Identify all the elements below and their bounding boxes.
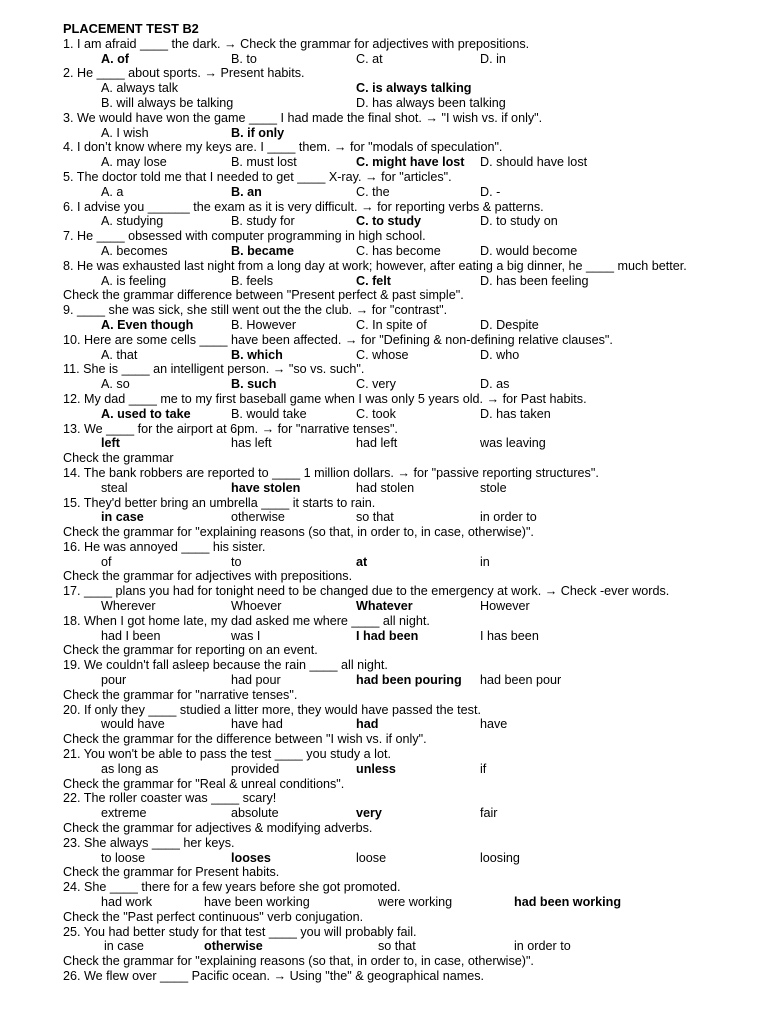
answer-option: loosing bbox=[480, 850, 520, 865]
answer-option: has left bbox=[231, 436, 272, 451]
answer-option: C. very bbox=[356, 377, 396, 392]
answer-option: A. a bbox=[101, 184, 124, 199]
question-line bbox=[0, 569, 768, 584]
question-text: 2. He ____ about sports. → Present habits. bbox=[63, 66, 305, 81]
options-row bbox=[0, 274, 768, 289]
question-text: Check the grammar for adjectives & modifying adverbs. bbox=[63, 821, 373, 836]
question-line bbox=[0, 925, 768, 940]
answer-option: had work bbox=[101, 895, 153, 910]
question-text: 22. The roller coaster was ____ scary! bbox=[63, 791, 277, 806]
question-line bbox=[0, 880, 768, 895]
question-text: 4. I don’t know where my keys are. I ____ them. → for "modals of speculation". bbox=[63, 140, 503, 155]
answer-option: A. studying bbox=[101, 214, 164, 229]
answer-option: C. took bbox=[356, 406, 396, 421]
answer-option: have bbox=[480, 717, 508, 732]
question-text: Check the grammar difference between "Present perfect & past simple". bbox=[63, 288, 464, 303]
answer-option-correct: C. is always talking bbox=[356, 81, 472, 96]
answer-option-correct: had been pouring bbox=[356, 673, 462, 688]
question-line bbox=[0, 791, 768, 806]
answer-option-correct: very bbox=[356, 806, 382, 821]
question-line bbox=[0, 466, 768, 481]
answer-option: C. at bbox=[356, 51, 383, 66]
options-row bbox=[0, 510, 768, 525]
question-line bbox=[0, 584, 768, 599]
question-text: 1. I am afraid ____ the dark. → Check the grammar for adjectives with prepositions. bbox=[63, 36, 530, 51]
question-line bbox=[0, 111, 768, 126]
answer-option: D. has been feeling bbox=[480, 273, 589, 288]
options-row bbox=[0, 555, 768, 570]
answer-option: I has been bbox=[480, 628, 539, 643]
answer-option: otherwise bbox=[231, 510, 285, 525]
answer-option: to bbox=[231, 554, 242, 569]
answer-option-correct: in case bbox=[101, 510, 144, 525]
question-text: 13. We ____ for the airport at 6pm. → for "narrative tenses". bbox=[63, 421, 398, 436]
question-line bbox=[0, 451, 768, 466]
answer-option-correct: at bbox=[356, 554, 368, 569]
question-text: 8. He was exhausted last night from a long day at work; however, after eating a big dinner, he ____ much better. bbox=[63, 258, 687, 273]
answer-option: Whoever bbox=[231, 599, 282, 614]
answer-option: B. However bbox=[231, 317, 297, 332]
answer-option: D. should have lost bbox=[480, 155, 588, 170]
options-row bbox=[0, 717, 768, 732]
options-row bbox=[0, 377, 768, 392]
answer-option: D. Despite bbox=[480, 317, 539, 332]
answer-option-correct: otherwise bbox=[204, 939, 263, 954]
answer-option: A. I wish bbox=[101, 125, 149, 140]
options-row bbox=[0, 436, 768, 451]
options-row bbox=[0, 806, 768, 821]
answer-option: had left bbox=[356, 436, 398, 451]
options-row bbox=[0, 895, 768, 910]
answer-option-correct: B. an bbox=[231, 184, 262, 199]
answer-option: Wherever bbox=[101, 599, 156, 614]
answer-option: loose bbox=[356, 850, 387, 865]
question-text: 26. We flew over ____ Pacific ocean. → Using "the" & geographical names. bbox=[63, 969, 485, 983]
question-text: 5. The doctor told me that I needed to get ____ X-ray. → for "articles". bbox=[63, 169, 452, 184]
question-line bbox=[0, 821, 768, 836]
question-text: Check the grammar for "narrative tenses". bbox=[63, 687, 298, 702]
question-text: 9. ____ she was sick, she still went out the the club. → for "contrast". bbox=[63, 303, 448, 318]
answer-option: However bbox=[480, 599, 530, 614]
answer-option-correct: Whatever bbox=[356, 599, 413, 614]
answer-option-correct: B. which bbox=[231, 347, 283, 362]
answer-option-correct: had bbox=[356, 717, 379, 732]
answer-option: as long as bbox=[101, 761, 159, 776]
answer-option: C. whose bbox=[356, 347, 409, 362]
answer-option: B. must lost bbox=[231, 155, 297, 170]
question-text: Check the grammar bbox=[63, 451, 174, 466]
question-line bbox=[0, 658, 768, 673]
question-text: 11. She is ____ an intelligent person. → "so vs. such". bbox=[63, 362, 365, 377]
answer-option: A. so bbox=[101, 377, 130, 392]
question-text: 23. She always ____ her keys. bbox=[63, 835, 235, 850]
question-line bbox=[0, 643, 768, 658]
answer-option: D. who bbox=[480, 347, 520, 362]
answer-option: D. - bbox=[480, 184, 501, 199]
question-line bbox=[0, 333, 768, 348]
answer-option: in bbox=[480, 554, 490, 569]
question-text: 17. ____ plans you had for tonight need to be changed due to the emergency at work. → Check -ever words. bbox=[63, 584, 670, 599]
answer-option: provided bbox=[231, 761, 280, 776]
answer-option: stole bbox=[480, 480, 507, 495]
answer-option: D. has taken bbox=[480, 406, 551, 421]
answer-option: A. that bbox=[101, 347, 138, 362]
options-row bbox=[0, 629, 768, 644]
answer-option: would have bbox=[101, 717, 165, 732]
question-text: 10. Here are some cells ____ have been affected. → for "Defining & non-defining relative clauses". bbox=[63, 332, 613, 347]
answer-option: B. will always be talking bbox=[101, 95, 234, 110]
answer-option-correct: unless bbox=[356, 761, 396, 776]
answer-option: D. in bbox=[480, 51, 506, 66]
question-text: Check the grammar for "explaining reasons (so that, in order to, in case, otherwise)". bbox=[63, 525, 534, 540]
answer-option-correct: A. Even though bbox=[101, 317, 194, 332]
answer-option-correct: C. to study bbox=[356, 214, 422, 229]
answer-option: in case bbox=[104, 939, 144, 954]
options-row bbox=[0, 244, 768, 259]
answer-option: A. may lose bbox=[101, 155, 167, 170]
answer-option: B. feels bbox=[231, 273, 273, 288]
answer-option: fair bbox=[480, 806, 498, 821]
question-line bbox=[0, 777, 768, 792]
answer-option: A. is feeling bbox=[101, 273, 167, 288]
options-row bbox=[0, 348, 768, 363]
options-row bbox=[0, 407, 768, 422]
answer-option-correct: had been working bbox=[514, 895, 622, 910]
options-row bbox=[0, 96, 768, 111]
answer-option: had stolen bbox=[356, 480, 415, 495]
question-line bbox=[0, 422, 768, 437]
answer-option: were working bbox=[378, 895, 453, 910]
answer-option: so that bbox=[356, 510, 394, 525]
answer-option: A. becomes bbox=[101, 243, 168, 258]
question-line bbox=[0, 170, 768, 185]
answer-option: B. would take bbox=[231, 406, 307, 421]
document-page bbox=[0, 22, 768, 984]
question-text: 25. You had better study for that test ____ you will probably fail. bbox=[63, 924, 417, 939]
answer-option-correct: left bbox=[101, 436, 120, 451]
question-text: Check the grammar for the difference between "I wish vs. if only". bbox=[63, 732, 427, 747]
question-text: 24. She ____ there for a few years before she got promoted. bbox=[63, 880, 401, 895]
options-row bbox=[0, 318, 768, 333]
answer-option: absolute bbox=[231, 806, 279, 821]
options-row bbox=[0, 762, 768, 777]
question-line bbox=[0, 259, 768, 274]
answer-option: had pour bbox=[231, 673, 281, 688]
question-text: Check the grammar for Present habits. bbox=[63, 865, 280, 880]
question-line bbox=[0, 954, 768, 969]
options-row bbox=[0, 481, 768, 496]
question-text: 19. We couldn't fall asleep because the rain ____ all night. bbox=[63, 658, 388, 673]
question-line bbox=[0, 910, 768, 925]
question-line bbox=[0, 969, 768, 984]
options-row bbox=[0, 673, 768, 688]
question-line bbox=[0, 200, 768, 215]
question-line bbox=[0, 747, 768, 762]
answer-option-correct: A. of bbox=[101, 51, 129, 66]
answer-option-correct: B. if only bbox=[231, 125, 285, 140]
answer-option: C. the bbox=[356, 184, 390, 199]
answer-option: B. study for bbox=[231, 214, 295, 229]
options-row bbox=[0, 939, 768, 954]
question-line bbox=[0, 688, 768, 703]
question-text: 18. When I got home late, my dad asked me where ____ all night. bbox=[63, 613, 430, 628]
question-text: 3. We would have won the game ____ I had made the final shot. → "I wish vs. if only". bbox=[63, 110, 543, 125]
question-line bbox=[0, 525, 768, 540]
answer-option-correct: I had been bbox=[356, 628, 419, 643]
answer-option: B. to bbox=[231, 51, 257, 66]
question-line bbox=[0, 496, 768, 511]
answer-option: D. would become bbox=[480, 243, 578, 258]
answer-option: have had bbox=[231, 717, 283, 732]
answer-option: D. as bbox=[480, 377, 510, 392]
options-row bbox=[0, 851, 768, 866]
options-row bbox=[0, 52, 768, 67]
question-line bbox=[0, 703, 768, 718]
answer-option-correct: B. such bbox=[231, 377, 277, 392]
answer-option-correct: have stolen bbox=[231, 480, 301, 495]
answer-option: D. has always been talking bbox=[356, 95, 506, 110]
question-text: 12. My dad ____ me to my first baseball game when I was only 5 years old. → for Past habits. bbox=[63, 391, 587, 406]
answer-option: steal bbox=[101, 480, 128, 495]
answer-option-correct: B. became bbox=[231, 243, 294, 258]
options-row bbox=[0, 155, 768, 170]
answer-option: in order to bbox=[514, 939, 571, 954]
question-line bbox=[0, 140, 768, 155]
answer-option-correct: A. used to take bbox=[101, 406, 191, 421]
options-row bbox=[0, 214, 768, 229]
question-line bbox=[0, 540, 768, 555]
answer-option: A. always talk bbox=[101, 81, 178, 96]
question-text: Check the grammar for "explaining reasons (so that, in order to, in case, otherwise)". bbox=[63, 954, 534, 969]
question-line bbox=[0, 362, 768, 377]
question-line bbox=[0, 66, 768, 81]
question-text: Check the grammar for "Real & unreal conditions". bbox=[63, 776, 345, 791]
options-row bbox=[0, 599, 768, 614]
question-text: 21. You won't be able to pass the test ____ you study a lot. bbox=[63, 747, 391, 762]
title-text: PLACEMENT TEST B2 bbox=[63, 21, 199, 36]
answer-option: to loose bbox=[101, 850, 146, 865]
question-line bbox=[0, 614, 768, 629]
question-line bbox=[0, 732, 768, 747]
answer-option: had I been bbox=[101, 628, 161, 643]
question-line bbox=[0, 229, 768, 244]
question-line bbox=[0, 392, 768, 407]
question-line bbox=[0, 865, 768, 880]
answer-option: was leaving bbox=[480, 436, 546, 451]
answer-option: C. has become bbox=[356, 243, 441, 258]
answer-option: extreme bbox=[101, 806, 147, 821]
question-text: 6. I advise you ______ the exam as it is very difficult. → for reporting verbs & patterns. bbox=[63, 199, 544, 214]
answer-option: if bbox=[480, 761, 487, 776]
answer-option: was I bbox=[231, 628, 261, 643]
question-text: Check the grammar for adjectives with prepositions. bbox=[63, 569, 353, 584]
answer-option: C. In spite of bbox=[356, 317, 427, 332]
answer-option: so that bbox=[378, 939, 416, 954]
question-text: 20. If only they ____ studied a litter more, they would have passed the test. bbox=[63, 702, 481, 717]
question-text: 16. He was annoyed ____ his sister. bbox=[63, 539, 266, 554]
answer-option: have been working bbox=[204, 895, 310, 910]
answer-option: of bbox=[101, 554, 112, 569]
question-text: 14. The bank robbers are reported to ____ 1 million dollars. → for "passive reporting structures". bbox=[63, 465, 599, 480]
options-row bbox=[0, 81, 768, 96]
document-title bbox=[0, 22, 768, 37]
options-row bbox=[0, 126, 768, 141]
answer-option-correct: C. might have lost bbox=[356, 155, 465, 170]
question-line bbox=[0, 37, 768, 52]
answer-option: pour bbox=[101, 673, 127, 688]
question-text: Check the "Past perfect continuous" verb conjugation. bbox=[63, 909, 364, 924]
question-line bbox=[0, 303, 768, 318]
answer-option-correct: looses bbox=[231, 850, 271, 865]
options-row bbox=[0, 185, 768, 200]
answer-option: D. to study on bbox=[480, 214, 558, 229]
answer-option: had been pour bbox=[480, 673, 562, 688]
question-text: Check the grammar for reporting on an event. bbox=[63, 643, 318, 658]
question-line bbox=[0, 836, 768, 851]
question-line bbox=[0, 288, 768, 303]
answer-option-correct: C. felt bbox=[356, 273, 391, 288]
question-text: 7. He ____ obsessed with computer programming in high school. bbox=[63, 229, 426, 244]
answer-option: in order to bbox=[480, 510, 537, 525]
question-list bbox=[0, 37, 768, 984]
question-text: 15. They'd better bring an umbrella ____ it starts to rain. bbox=[63, 495, 376, 510]
